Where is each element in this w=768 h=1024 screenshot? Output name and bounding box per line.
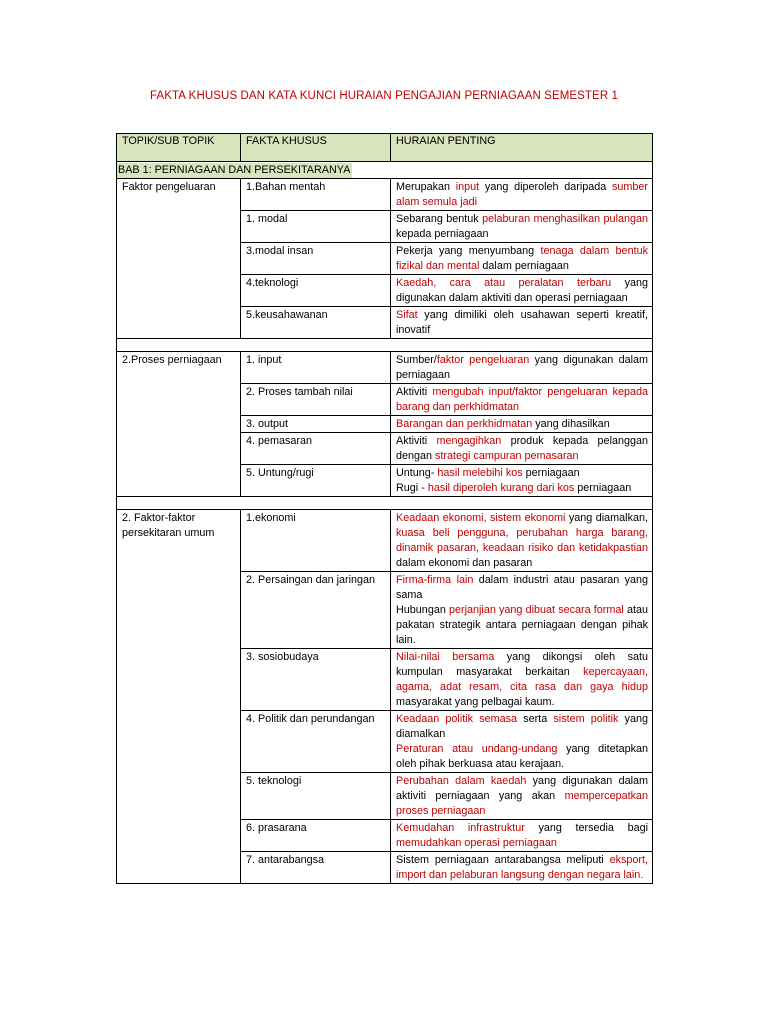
description-cell: Merupakan input yang diperoleh daripada sumber alam semula jadi [391, 179, 653, 211]
header-description: HURAIAN PENTING [391, 134, 653, 162]
keyword-highlight: Peraturan atau undang-undang [396, 743, 558, 755]
fact-cell: 5. Untung/rugi [241, 465, 391, 497]
keyword-highlight: Firma-firma lain [396, 574, 474, 586]
fact-cell: 4. pemasaran [241, 433, 391, 465]
keyword-highlight: sumber alam semula jadi [396, 181, 648, 208]
keyword-highlight: tenaga dalam bentuk fizikal dan mental [396, 245, 648, 272]
description-cell: Sumber/faktor pengeluaran yang digunakan dalam perniagaan [391, 352, 653, 384]
keyword-highlight: sistem politik [553, 713, 619, 725]
spacer-cell [117, 339, 653, 352]
keyword-highlight: eksport, import dan pelaburan langsung dengan negara lain. [396, 854, 648, 881]
keyword-highlight: mengubah input/faktor pengeluaran kepada barang dan perkhidmatan [396, 386, 648, 413]
keyword-highlight: memudahkan operasi perniagaan [396, 837, 557, 849]
header-fact: FAKTA KHUSUS [241, 134, 391, 162]
fact-cell: 1.ekonomi [241, 510, 391, 572]
description-cell: Perubahan dalam kaedah yang digunakan dalam aktiviti perniagaan yang akan mempercepatkan proses perniagaan [391, 773, 653, 820]
topic-cell: 2. Faktor-faktor persekitaran umum [117, 510, 241, 884]
fact-cell: 1.Bahan mentah [241, 179, 391, 211]
keyword-highlight: Kaedah, cara atau peralatan terbaru [396, 277, 612, 289]
fact-cell: 2. Proses tambah nilai [241, 384, 391, 416]
fact-cell: 4. Politik dan perundangan [241, 711, 391, 773]
keyword-highlight: hasil diperoleh kurang dari kos [427, 482, 575, 494]
fact-cell: 6. prasarana [241, 820, 391, 852]
fact-cell: 7. antarabangsa [241, 852, 391, 884]
keyword-highlight: perjanjian yang dibuat secara formal [449, 604, 624, 616]
chapter-row [117, 162, 653, 179]
description-cell: Keadaan politik semasa serta sistem politik yang diamalkan Peraturan atau undang-undang yang ditetapkan oleh pihak berkuasa atau kerajaan. [391, 711, 653, 773]
description-cell: Pekerja yang menyumbang tenaga dalam bentuk fizikal dan mental dalam perniagaan [391, 243, 653, 275]
description-cell: Aktiviti mengubah input/faktor pengeluaran kepada barang dan perkhidmatan [391, 384, 653, 416]
fact-cell: 3. output [241, 416, 391, 433]
description-cell: Aktiviti mengagihkan produk kepada pelanggan dengan strategi campuran pemasaran [391, 433, 653, 465]
fact-cell: 4.teknologi [241, 275, 391, 307]
description-cell: Sistem perniagaan antarabangsa meliputi eksport, import dan pelaburan langsung dengan negara lain. [391, 852, 653, 884]
description-cell: Firma-firma lain dalam industri atau pasaran yang sama Hubungan perjanjian yang dibuat secara formal atau pakatan strategik antara perniagaan dengan pihak lain. [391, 572, 653, 649]
keyword-highlight: pelaburan menghasilkan pulangan [482, 213, 648, 225]
header-topic: TOPIK/SUB TOPIK [117, 134, 241, 162]
topic-cell: Faktor pengeluaran [117, 179, 241, 339]
fact-cell: 1. modal [241, 211, 391, 243]
table-header-row [117, 134, 653, 162]
keyword-highlight: Sifat [396, 309, 418, 321]
spacer-cell [117, 497, 653, 510]
keyword-highlight: strategi campuran pemasaran [435, 450, 579, 462]
keyword-highlight: Keadaan ekonomi, sistem ekonomi [396, 512, 566, 524]
description-cell: Kemudahan infrastruktur yang tersedia bagi memudahkan operasi perniagaan [391, 820, 653, 852]
keyword-highlight: hasil melebihi kos [437, 467, 523, 479]
fact-cell: 3. sosiobudaya [241, 649, 391, 711]
description-cell: Barangan dan perkhidmatan yang dihasilkan [391, 416, 653, 433]
keyword-highlight: Barangan dan perkhidmatan [396, 418, 533, 430]
fact-cell: 2. Persaingan dan jaringan [241, 572, 391, 649]
keyword-highlight: Perubahan dalam kaedah [396, 775, 527, 787]
keyword-highlight: input [455, 181, 480, 193]
spacer-row [117, 339, 653, 352]
table-row [117, 179, 653, 211]
description-cell: Untung- hasil melebihi kos perniagaan Rugi - hasil diperoleh kurang dari kos perniagaan [391, 465, 653, 497]
facts-table-body [117, 134, 653, 884]
keyword-highlight: Kemudahan infrastruktur [396, 822, 525, 834]
keyword-highlight: faktor pengeluaran [436, 354, 530, 366]
table-row [117, 352, 653, 384]
keyword-highlight: mempercepatkan proses perniagaan [396, 790, 648, 817]
keyword-highlight: kuasa beli pengguna, perubahan harga barang, dinamik pasaran, keadaan risiko dan ketidakpastian [396, 527, 648, 554]
keyword-highlight: Nilai-nilai bersama [396, 651, 495, 663]
fact-cell: 3.modal insan [241, 243, 391, 275]
description-cell: Keadaan ekonomi, sistem ekonomi yang diamalkan, kuasa beli pengguna, perubahan harga barang, dinamik pasaran, keadaan risiko dan ketidakpastian dalam ekonomi dan pasaran [391, 510, 653, 572]
keyword-highlight: Keadaan politik semasa [396, 713, 518, 725]
description-cell: Kaedah, cara atau peralatan terbaru yang digunakan dalam aktiviti dan operasi perniagaan [391, 275, 653, 307]
keyword-highlight: mengagihkan [436, 435, 502, 447]
table-row [117, 510, 653, 572]
fact-cell: 5.keusahawanan [241, 307, 391, 339]
description-cell: Sebarang bentuk pelaburan menghasilkan pulangan kepada perniagaan [391, 211, 653, 243]
topic-cell: 2.Proses perniagaan [117, 352, 241, 497]
facts-table [116, 133, 653, 884]
fact-cell: 5. teknologi [241, 773, 391, 820]
document-title: FAKTA KHUSUS DAN KATA KUNCI HURAIAN PENGAJIAN PERNIAGAAN SEMESTER 1 [149, 90, 619, 102]
description-cell: Sifat yang dimiliki oleh usahawan seperti kreatif, inovatif [391, 307, 653, 339]
fact-cell: 1. input [241, 352, 391, 384]
keyword-highlight: kepercayaan, agama, adat resam, cita rasa dan gaya hidup [396, 666, 648, 693]
chapter-title: BAB 1: PERNIAGAAN DAN PERSEKITARANYA [118, 164, 351, 176]
description-cell: Nilai-nilai bersama yang dikongsi oleh satu kumpulan masyarakat berkaitan kepercayaan, agama, adat resam, cita rasa dan gaya hidup masyarakat yang pelbagai kaum. [391, 649, 653, 711]
spacer-row [117, 497, 653, 510]
